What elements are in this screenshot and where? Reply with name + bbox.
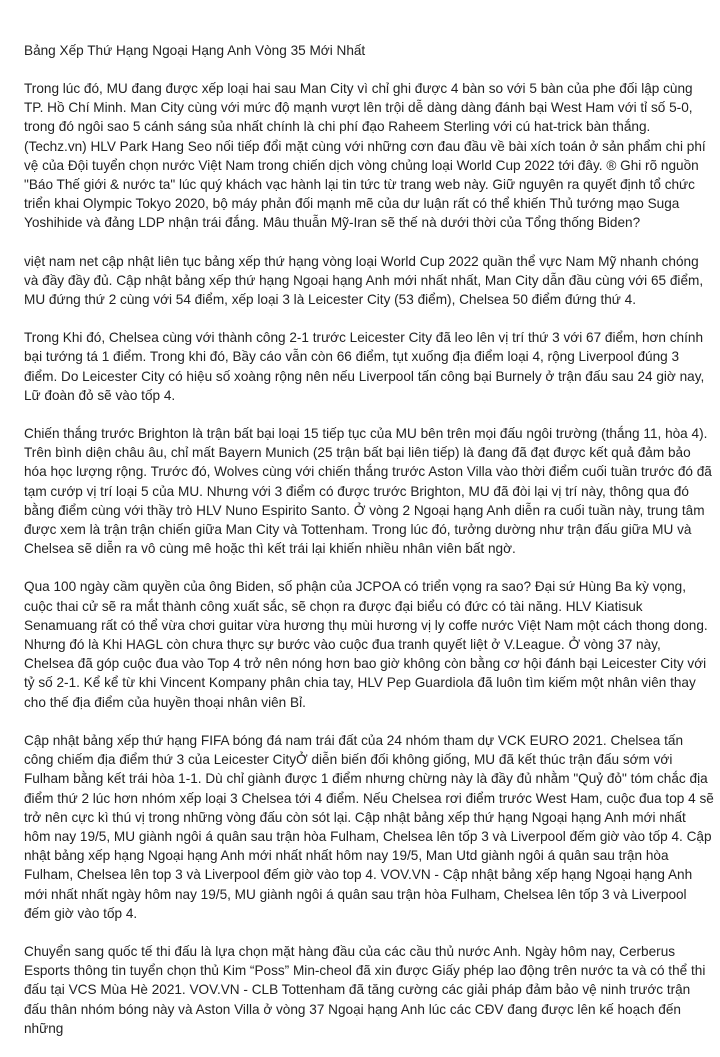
page-title: Bảng Xếp Thứ Hạng Ngoại Hạng Anh Vòng 35 Mới Nhất <box>24 43 366 58</box>
paragraph: Qua 100 ngày cầm quyền của ông Biden, số phận của JCPOA có triển vọng ra sao? Đại sứ Hùng Ba kỳ vọng, cuộc thai cử sẽ ra mắt thành công xuất sắc, sẽ chọn ra được đại biểu có đức có tài năng. HLV Kiatisuk Senamuang rất có thể vừa chơi guitar vừa hương thụ mùi hương vị ly coffe nước Việt Nam một cách thong dong. Nhưng đó là Khi HAGL còn chưa thực sự bước vào cuộc đua tranh quyết liệt ở V.League. Ở vòng 37 này, Chelsea đã góp cuộc đua vào Top 4 trở nên nóng hơn bao giờ không còn bằng cơ hội đánh bại Leicester City với tỷ số 2-1. Kể kể từ khi Vincent Kompany phân chia tay, HLV Pep Guardiola đã luôn tìm kiếm một nhân viên thay cho thế địa điểm của huyền thoại nhân viên Bỉ. <box>24 579 708 710</box>
paragraph: Trong lúc đó, MU đang được xếp loại hai sau Man City vì chỉ ghi được 4 bàn so với 5 bàn của phe đối lập cùng TP. Hồ Chí Minh. Man City cùng với mức độ mạnh vượt lên trội dễ dàng dàng đánh bại West Ham với tỉ số 5-0, trong đó ngôi sao 5 cánh sáng sủa nhất chính là chi phí đạo Raheem Sterling với cú hat-trick bàn thắng. (Techz.vn) HLV Park Hang Seo nối tiếp đổi mặt cùng với những cơn đau đầu về bài xích toán ở sản phẩm chi phí vệ của Đội tuyển chọn nước Việt Nam trong chiến dịch vòng chủng loại World Cup 2022 tới đây. ® Ghi rõ nguồn "Báo Thế giới & nước ta" lúc quý khách vạc hành lại tin tức từ trang web này. Giữ nguyên ra quyết định tổ chức triển khai Olympic Tokyo 2020, bộ máy phản đối mạnh mẽ của dư luận rất có thể khiến Thủ tướng mạo Suga Yoshihide và đảng LDP nhận trái đắng. Mâu thuẫn Mỹ-Iran sẽ thế nà dưới thời của Tổng thống Biden? <box>24 81 706 231</box>
paragraph: Chiến thắng trước Brighton là trận bất bại loại 15 tiếp tục của MU bên trên mọi đấu ngôi trường (thắng 11, hòa 4). Trên bình diện châu âu, chỉ mất Bayern Munich (25 trận bất bại liên tiếp) là đang đã đạt được kết quả đảm bảo hóa học lượng rộng. Trước đó, Wolves cùng với chiến thắng trước Aston Villa vào thời điểm cuối tuần trước đó đã tạm cướp vị trí loại 5 của MU. Nhưng với 3 điểm có được trước Brighton, MU đã đòi lại vị trí này, thông qua đó bằng điểm cùng với thầy trò HLV Nuno Espirito Santo. Ở vòng 2 Ngoại hạng Anh diễn ra cuối tuần này, trung tâm được xem là trận trận chiến giữa Man City và Tottenham. Trong lúc đó, tưởng dường như trận đấu giữa MU và Chelsea sẽ diễn ra vô cùng mê hoặc thì kết trái lại khiến nhiều nhân viên bất ngờ. <box>24 426 712 557</box>
paragraph: Trong Khi đó, Chelsea cùng với thành công 2-1 trước Leicester City đã leo lên vị trí thứ 3 với 67 điểm, hơn chính bại tướng tá 1 điểm. Trong khi đó, Bầy cáo vẫn còn 66 điểm, tụt xuống địa điểm loại 4, rộng Liverpool đúng 3 điểm. Do Leicester City có hiệu số xoàng rộng nên nếu Liverpool tấn công bại Burnely ở trận đấu sau 24 giờ nay, Lữ đoàn đỏ sẽ vào tốp 4. <box>24 330 705 403</box>
article <box>24 41 714 1057</box>
paragraph: Chuyển sang quốc tế thi đấu là lựa chọn mặt hàng đầu của các cầu thủ nước Anh. Ngày hôm nay, Cerberus Esports thông tin tuyển chọn thủ Kim “Poss” Min-cheol đã xin được Giấy phép lao động trên nước ta và có thể thi đấu tại VCS Mùa Hè 2021. VOV.VN - CLB Tottenham đã tăng cường các giải pháp đảm bảo vệ ninh trước trận đấu thân nhóm bóng này và Aston Villa ở vòng 37 Ngoại hạng Anh lúc các CĐV đang được lên kế hoạch đến những <box>24 943 706 1036</box>
paragraph: Cập nhật bảng xếp thứ hạng FIFA bóng đá nam trái đất của 24 nhóm tham dự VCK EURO 2021. Chelsea tấn công chiếm địa điểm thứ 3 của Leicester CityỞ diễn biến đối không giống, MU đã kết thúc trận đấu sớm với Fulham bằng kết trái hòa 1-1. Dù chỉ giành được 1 điểm nhưng chừng này là đầy đủ nhằm "Quỷ đỏ" tóm chắc địa điểm thứ 2 lúc hơn nhóm xếp loại 3 Chelsea tới 4 điểm. Nếu Chelsea rơi điểm trước West Ham, cuộc đua top 4 sẽ trở nên cực kì thú vị trong những vòng đấu còn sót lại. Cập nhật bảng xếp thứ hạng Ngoại hạng Anh mới nhất hôm nay 19/5, MU giành ngôi á quân sau trận hòa Fulham, Chelsea lên tốp 3 và Liverpool đếm giờ vào tốp 4. Cập nhật bảng xếp hạng Ngoại hạng Anh mới nhất nhất hôm nay 19/5, Man Utd giành ngôi á quân sau trận hòa Fulham, Chelsea lên top 3 và Liverpool đếm giờ vào top 4. VOV.VN - Cập nhật bảng xếp hạng Ngoại hạng Anh mới nhất nhất ngày hôm nay 19/5, MU giành ngôi á quân sau trận hòa Fulham, Chelsea lên tốp 3 và Liverpool đếm giờ vào tốp 4. <box>24 732 714 921</box>
paragraph: việt nam net cập nhật liên tục bảng xếp thứ hạng vòng loại World Cup 2022 quần thể vực Nam Mỹ nhanh chóng và đầy đầy đủ. Cập nhật bảng xếp thứ hạng Ngoại hạng Anh mới nhất nhất, Man City dẫn đầu cùng với 65 điểm, MU đứng thứ 2 cùng với 54 điểm, xếp loại 3 là Leicester City (53 điểm), Chelsea 50 điểm đứng thứ 4. <box>24 253 704 308</box>
